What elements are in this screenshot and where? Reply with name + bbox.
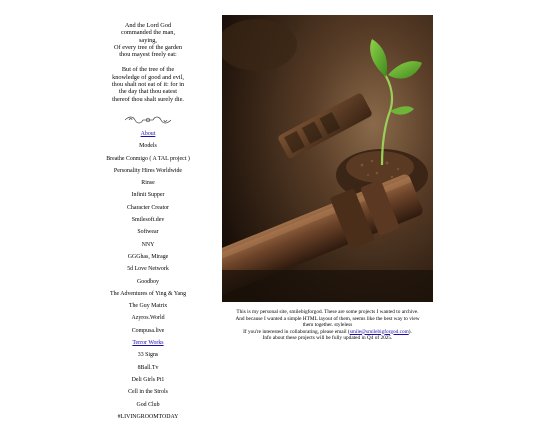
nav-item-33-signs — [96, 352, 200, 364]
nav-item-softwear — [96, 229, 200, 241]
nav-item-god-club — [96, 402, 200, 414]
verse-line: commanded the man, — [120, 29, 176, 37]
nav-link[interactable]: Terror Works — [132, 340, 164, 347]
nav-item-character-creator — [96, 205, 200, 217]
nav-label: 8Ball.Tv — [137, 364, 159, 371]
nav-label: Smilesoft.dev — [131, 217, 165, 224]
nav-label: Models — [139, 143, 157, 150]
nav-item-nny — [96, 242, 200, 254]
nav-item-breathe-conmigo-a-tal-project — [96, 156, 200, 168]
nav-item-ggghas-mirage — [96, 254, 200, 266]
nav-item-models — [96, 143, 200, 155]
nav-label: Rinse — [141, 180, 155, 187]
nav-label: Compusa.live — [131, 327, 165, 334]
nav-item-goodboy — [96, 279, 200, 291]
nav-label: Softwear — [137, 229, 159, 236]
verse-line: But of the tree of the — [121, 66, 175, 74]
nav-label: 33 Signs — [137, 352, 159, 359]
caption-line: And because I wanted a simple HTML layout of them, seems like the best way to view — [235, 315, 420, 322]
verse-line: thereof thou shalt surely die. — [112, 95, 184, 103]
verse-line: Of every tree of the garden — [113, 43, 182, 51]
nav-label: Infinit Supper — [131, 192, 165, 199]
nav-item-livingroomtoday — [96, 414, 200, 426]
nav-label: God Club — [136, 401, 160, 408]
project-nav-list — [96, 131, 200, 426]
nav-item-infinit-supper — [96, 192, 200, 204]
flourish-divider-icon — [123, 115, 173, 125]
nav-item-terror-works[interactable] — [96, 340, 200, 352]
verse-line: And the Lord God — [124, 22, 172, 29]
nav-label: #LIVINGROOMTODAY — [117, 413, 179, 420]
nav-item-about[interactable] — [96, 131, 200, 143]
nav-item-azyros-world — [96, 315, 200, 327]
nav-item-personality-hires-worldwide — [96, 168, 200, 180]
nav-label: 5d Love Network — [127, 266, 169, 273]
verse-second — [96, 66, 200, 102]
nav-label: Goodboy — [137, 278, 159, 285]
nav-label: Personality Hires Worldwide — [113, 167, 183, 174]
nav-item-compusa-live — [96, 328, 200, 340]
nav-item-5d-love-network — [96, 266, 200, 278]
hero-photo — [222, 15, 433, 302]
seedling-in-tool-image — [222, 15, 433, 302]
nav-item-rinse — [96, 180, 200, 192]
nav-label: Breathe Conmigo ( A TAL project ) — [106, 155, 190, 162]
nav-item-8ball-tv — [96, 365, 200, 377]
verse-line: the day that thou eatest — [118, 88, 178, 96]
verse-line: saying, — [138, 36, 157, 44]
email-link[interactable]: smile@smilebigforgod.com — [349, 328, 409, 335]
verse-line: knowledge of good and evil, — [112, 73, 184, 81]
nav-label: NNY — [141, 241, 155, 248]
left-column — [96, 22, 200, 426]
nav-label: Azyros.World — [131, 315, 165, 322]
nav-label: GGGhas, Mirage — [127, 253, 169, 260]
nav-label: Deli Girls Pt1 — [131, 376, 165, 383]
contact-text: If you're interested in collaborating, please email ( — [243, 328, 350, 335]
verse-line: thou mayest freely eat: — [119, 51, 177, 59]
nav-label: The Adventures of Ying & Yang — [109, 290, 187, 297]
contact-text-end: ). — [408, 328, 412, 335]
nav-link[interactable]: About — [140, 130, 156, 137]
site-intro-caption — [222, 309, 433, 342]
nav-item-deli-girls-pt1 — [96, 377, 200, 389]
nav-label: Character Creator — [126, 204, 170, 211]
nav-label: The Guy Matrix — [128, 303, 168, 310]
verse-first — [96, 22, 200, 58]
nav-item-the-adventures-of-ying-yang — [96, 291, 200, 303]
caption-line: This is my personal site, smilebigforgod. These are some projects I wanted to archive. — [236, 309, 419, 315]
caption-line: Info about these projects will be fully updated in Q4 of 2025. — [262, 335, 393, 341]
verse-line: thou shalt not eat of it: for in — [111, 81, 185, 89]
nav-item-cell-in-the-strols — [96, 389, 200, 401]
caption-line: them together. styleless — [302, 322, 353, 328]
nav-item-the-guy-matrix — [96, 303, 200, 315]
nav-item-smilesoft-dev — [96, 217, 200, 229]
nav-label: Cell in the Strols — [128, 389, 168, 396]
